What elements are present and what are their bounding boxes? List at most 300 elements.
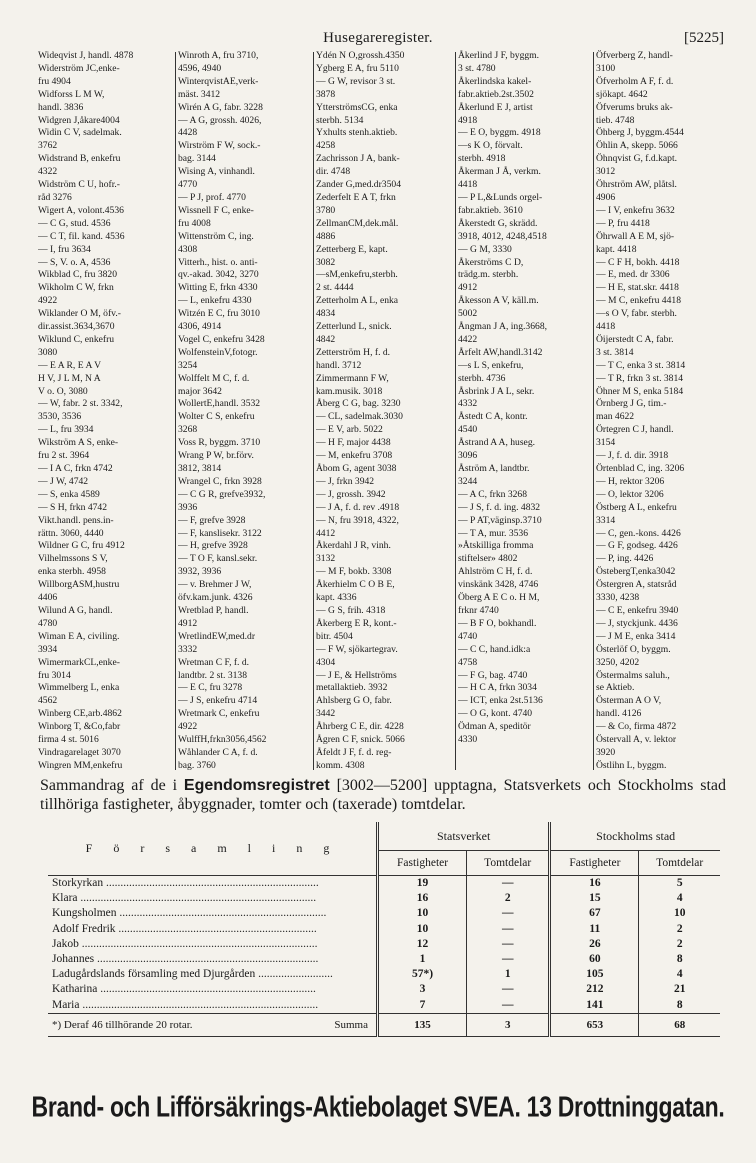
register-entry: Öhberg J, byggm.4544	[596, 127, 684, 139]
register-entry: Zachrisson J A, bank-	[316, 153, 400, 165]
register-entry: Winroth A, fru 3710,	[178, 50, 259, 61]
register-entry: Åkerlind J F, byggm.	[458, 50, 540, 61]
register-entry: qv.-akad. 3042, 3270	[178, 269, 259, 281]
register-entry: fabr.aktieb. 3610	[458, 204, 523, 216]
register-entry: 3 st. 4780	[458, 62, 496, 74]
register-entry: 3920	[596, 746, 616, 758]
register-entry: 3936	[178, 501, 198, 513]
register-entry: — G M, 3330	[458, 243, 512, 255]
register-entry: major 3642	[178, 385, 222, 397]
register-entry: 4308	[178, 243, 198, 255]
register-entry: — J M E, enka 3414	[596, 630, 676, 642]
register-entry: ZellmanCM,dek.mål.	[316, 217, 399, 229]
register-entry: — P L,&Lunds orgel-	[458, 191, 543, 203]
register-entry: bag. 3760	[178, 759, 216, 771]
register-entry: Wolffelt M C, f. d.	[178, 372, 250, 384]
register-entry: 3012	[596, 166, 616, 178]
register-entry: 3314	[596, 514, 616, 526]
register-entry: — M C, enkefru 4418	[596, 295, 681, 307]
state-fastigheter: 3	[378, 982, 467, 997]
register-entry: Wildner G C, fru 4912	[38, 540, 125, 552]
city-tomtdelar: 8	[639, 952, 720, 967]
register-entry: — E O, byggm. 4918	[458, 127, 541, 139]
city-fastigheter: 16	[550, 876, 639, 892]
register-entry: Åstrand A A, huseg.	[458, 437, 536, 449]
summary-post: [3002—5200] upptagna, Statsverkets och Stockholms stad tillhöriga fastigheter, åbyggnader, tomter och (taxerade) tomtdelar.	[40, 777, 726, 813]
register-entry: Östergren A, statsråd	[596, 579, 677, 591]
register-entry: 4258	[316, 140, 336, 152]
register-entry: — J W, 4742	[38, 475, 89, 487]
column-rule	[593, 52, 594, 770]
register-entry: 3932, 3936	[178, 566, 222, 578]
register-entry: Wretblad P, handl.	[178, 604, 249, 616]
register-entry: — H, rektor 3206	[596, 475, 665, 487]
register-entry: Widgren J,åkare4004	[38, 114, 120, 126]
register-entry: 3812, 3814	[178, 463, 222, 474]
register-entry: — T R, frkn 3 st. 3814	[596, 372, 684, 384]
register-entry: 4834	[316, 308, 336, 320]
register-entry: landtbr. 2 st. 3138	[178, 669, 248, 681]
col-forsamling: F ö r s a m l i n g	[48, 822, 378, 876]
register-entry: — E, med. dr 3306	[596, 269, 670, 281]
register-entry: 4406	[38, 592, 58, 604]
register-entry: 3530, 3536	[38, 411, 82, 423]
register-entry: — ICT, enka 2st.5136	[458, 695, 543, 707]
register-entry: — G S, frih. 4318	[316, 604, 386, 616]
register-entry: — CL, sadelmak.3030	[316, 411, 403, 423]
register-entry: Östberg A L, enkefru	[596, 501, 677, 513]
register-entry: — C G, stud. 4536	[38, 217, 111, 229]
register-entry: sterbh. 5134	[316, 114, 364, 126]
register-entry: — v. Brehmer J W,	[178, 579, 252, 591]
register-entry: 5002	[458, 308, 478, 320]
register-entry: enka sterbh. 4958	[38, 566, 106, 578]
parish-name: Katharina ...........................................................................	[52, 983, 316, 996]
register-entry: Vilhelmssons S V,	[38, 553, 108, 565]
register-entry: Zetterström H, f. d.	[316, 346, 391, 358]
register-entry: 4758	[458, 656, 478, 668]
state-fastigheter: 12	[378, 937, 467, 952]
register-entry: Österman A O V,	[596, 695, 662, 707]
col-city-fastigheter: Fastigheter	[550, 851, 639, 876]
register-entry: Öfverums bruks ak-	[596, 101, 673, 113]
register-entry: Wikblad C, fru 3820	[38, 269, 118, 281]
register-entry: — M F, bokb. 3308	[316, 566, 392, 578]
city-fastigheter: 26	[550, 937, 639, 952]
register-entry: — M, enkefru 3708	[316, 450, 393, 462]
register-entry: — J E, & Hellströms	[316, 669, 397, 681]
register-entry: — H C A, frkn 3034	[458, 682, 537, 694]
register-entry: Zederfelt E A T, frkn	[316, 191, 396, 203]
register-entry: — A G, grossh. 4026,	[178, 114, 262, 126]
register-entry: tieb. 4748	[596, 114, 635, 126]
register-entry: 3934	[38, 643, 58, 655]
register-entry: 4780	[38, 617, 58, 629]
register-entry: — C F H, bokh. 4418	[596, 256, 680, 268]
register-entry: Åberg C G, bag. 3230	[316, 398, 401, 410]
register-entry: 4306, 4914	[178, 321, 222, 333]
register-entry: Wikström A S, enke-	[38, 437, 119, 449]
register-entry: frknr 4740	[458, 604, 499, 616]
city-tomtdelar: 10	[639, 906, 720, 921]
city-tomtdelar: 4	[639, 967, 720, 982]
register-entry: Åkerlindska kakel-	[458, 75, 532, 87]
city-tomtdelar: 21	[639, 982, 720, 997]
register-entry: Vikt.handl. pens.in-	[38, 514, 114, 526]
total-state-fastigheter: 135	[378, 1013, 467, 1036]
register-entry: 4886	[316, 230, 336, 242]
register-entry: — N, fru 3918, 4322,	[316, 514, 399, 526]
parish-name: Jakob ..................................................................................	[52, 937, 318, 950]
register-entry: Ygberg E A, fru 5110	[316, 62, 399, 74]
register-entry: rättn. 3060, 4440	[38, 527, 104, 539]
table-row	[48, 906, 720, 921]
register-entry: Åkerhielm C O B E,	[316, 579, 395, 591]
city-fastigheter: 141	[550, 998, 639, 1014]
register-entry: — J, f. d. dir. 3918	[596, 450, 669, 462]
register-entry: Öfverholm A F, f. d.	[596, 75, 674, 87]
summary-bold: Egendomsregistret	[183, 777, 330, 794]
register-entry: Wissnell F C, enke-	[178, 204, 254, 216]
register-entry: Östlihn L, byggm.	[596, 759, 667, 771]
register-entry: — F G, bag. 4740	[458, 669, 528, 681]
register-entry: kapt. 4418	[596, 243, 637, 255]
register-entry: 4428	[178, 127, 198, 139]
register-entry: Vitterh., hist. o. anti-	[178, 256, 258, 268]
state-fastigheter: 19	[378, 876, 467, 892]
register-entry: Ågren C F, snick. 5066	[316, 734, 405, 746]
city-tomtdelar: 4	[639, 891, 720, 906]
register-entry: Ångman J A, ing.3668,	[458, 321, 548, 333]
register-entry: YtterströmsCG, enka	[316, 101, 398, 113]
register-entry: Wilund A G, handl.	[38, 604, 113, 616]
register-entry: Wirström F W, sock.-	[178, 140, 261, 152]
register-entry: — J A, f. d. rev .4918	[316, 501, 400, 513]
register-entry: 3100	[596, 62, 616, 74]
register-column-3	[316, 50, 454, 772]
state-tomtdelar: 2	[467, 891, 550, 906]
summary-heading	[40, 776, 726, 814]
register-entry: — F, grefve 3928	[178, 514, 246, 526]
register-entry: Örtegren C J, handl.	[596, 424, 674, 436]
register-entry: ÖstebergT,enka3042	[596, 566, 676, 578]
state-fastigheter: 7	[378, 998, 467, 1014]
register-entry: Wingren MM,enkefru	[38, 759, 123, 771]
register-entry: — C E, enkefru 3940	[596, 604, 679, 616]
register-entry: 3244	[458, 475, 478, 487]
register-entry: Wrangel C, frkn 3928	[178, 475, 262, 487]
register-entry: WretlindEW,med.dr	[178, 630, 256, 642]
register-entry: sterbh. 4736	[458, 372, 506, 384]
register-column-2	[178, 50, 312, 772]
register-entry: — C T, fil. kand. 4536	[38, 230, 125, 242]
register-entry: — T A, mur. 3536	[458, 527, 529, 539]
register-entry: 4912	[178, 617, 198, 629]
register-entry: — A C, frkn 3268	[458, 488, 528, 500]
register-entry: — J, grossh. 3942	[316, 488, 386, 500]
register-entry: fru 2 st. 3964	[38, 450, 90, 462]
register-entry: 3332	[178, 643, 198, 655]
city-fastigheter: 15	[550, 891, 639, 906]
register-entry: Ahlsberg G O, fabr.	[316, 695, 392, 707]
register-entry: Öberg A E C o. H M,	[458, 592, 540, 604]
register-entry: — W, fabr. 2 st. 3342,	[38, 398, 123, 410]
register-entry: — I A C, frkn 4742	[38, 463, 113, 474]
summa-label: Summa	[334, 1018, 368, 1031]
register-entry: 3330, 4238	[596, 592, 640, 604]
register-entry: — C C, hand.idk:a	[458, 643, 531, 655]
table-row	[48, 876, 720, 892]
register-entry: Wiman E A, civiling.	[38, 630, 120, 642]
table-row	[48, 922, 720, 937]
register-entry: sjökapt. 4642	[596, 88, 648, 100]
register-entry: Witzén E C, fru 3010	[178, 308, 260, 320]
register-entry: Wigert A, volont.4536	[38, 204, 124, 216]
register-entry: Zander G,med.dr3504	[316, 179, 401, 191]
register-entry: Åkesson A V, käll.m.	[458, 295, 539, 307]
register-entry: 4922	[38, 295, 58, 307]
register-entry: Åbom G, agent 3038	[316, 463, 397, 474]
register-entry: V o. O, 3080	[38, 385, 88, 397]
register-entry: 3132	[316, 553, 336, 565]
city-fastigheter: 11	[550, 922, 639, 937]
state-fastigheter: 1	[378, 952, 467, 967]
register-entry: Wrang P W, br.förv.	[178, 450, 254, 462]
parish-name: Adolf Fredrik .....................................................................	[52, 922, 317, 935]
register-entry: Öfverberg Z, handl-	[596, 50, 673, 61]
register-entry: 4596, 4940	[178, 62, 222, 74]
register-entry: WolfensteinV,fotogr.	[178, 346, 258, 358]
col-group-state: Statsverket	[378, 822, 550, 851]
register-entry: Wising A, vinhandl.	[178, 166, 255, 178]
register-entry: kam.musik. 3018	[316, 385, 383, 397]
page-title: Husegareregister.	[323, 30, 433, 46]
register-entry: 4740	[458, 630, 478, 642]
register-entry: Åkerstedt G, skrädd.	[458, 217, 538, 229]
register-entry: man 4622	[596, 411, 635, 423]
register-entry: Winborg T, &Co,fabr	[38, 721, 121, 733]
parish-name: Kungsholmen ........................................................................	[52, 907, 327, 920]
register-entry: 3878	[316, 88, 336, 100]
register-entry: Ydén N O,grossh.4350	[316, 50, 405, 61]
state-tomtdelar: —	[467, 876, 550, 892]
register-entry: WollertE,handl. 3532	[178, 398, 261, 410]
register-entry: 4918	[458, 114, 478, 126]
register-entry: WimermarkCL,enke-	[38, 656, 120, 668]
register-entry: se Aktieb.	[596, 682, 635, 694]
register-entry: 4540	[458, 424, 478, 436]
register-entry: 3250, 4202	[596, 656, 640, 668]
register-entry: Widforss L M W,	[38, 88, 105, 100]
register-entry: Ahlström C H, f. d.	[458, 566, 533, 578]
register-entry: trädg.m. sterbh.	[458, 269, 519, 281]
state-tomtdelar: —	[467, 982, 550, 997]
state-fastigheter: 57*)	[378, 967, 467, 982]
register-entry: Åkerlund E J, artist	[458, 101, 533, 113]
register-entry: — F, kanslisekr. 3122	[178, 527, 262, 539]
total-state-tomtdelar: 3	[467, 1013, 550, 1036]
register-entry: 3442	[316, 708, 336, 720]
register-entry: Åhrberg C E, dir. 4228	[316, 721, 404, 733]
register-entry: — I V, enkefru 3632	[596, 204, 675, 216]
register-column-4	[458, 50, 592, 772]
register-entry: — B F O, bokhandl.	[458, 617, 537, 629]
register-entry: — P, ing. 4426	[596, 553, 654, 565]
footnote: *) Deraf 46 tillhörande 20 rotar.	[52, 1018, 193, 1031]
register-entry: Vindragarelaget 3070	[38, 746, 121, 758]
advertisement: Brand- och Lifförsäkrings-Aktiebolaget SVEA. 13 Drottninggatan.	[31, 1090, 725, 1123]
register-entry: 2 st. 4444	[316, 282, 354, 294]
register-entry: sterbh. 4918	[458, 153, 506, 165]
col-city-tomtdelar: Tomtdelar	[639, 851, 720, 876]
register-entry: firma 4 st. 5016	[38, 734, 99, 746]
register-entry: —s K O, förvalt.	[458, 140, 523, 152]
register-entry: 3 st. 3814	[596, 346, 634, 358]
register-entry: — I, fru 3634	[38, 243, 91, 255]
register-entry: — L, enkefru 4330	[178, 295, 252, 307]
parish-name: Klara ..................................................................................	[52, 892, 317, 905]
register-entry: Wretmark C, enkefru	[178, 708, 260, 720]
register-entry: — C G R, grefve3932,	[178, 488, 266, 500]
register-entry: Öhrström AW, plåtsl.	[596, 179, 677, 191]
register-entry: — T C, enka 3 st. 3814	[596, 359, 686, 371]
state-tomtdelar: 1	[467, 967, 550, 982]
parish-name: Ladugårdslands församling med Djurgården ..........................	[52, 968, 333, 981]
register-entry: Wiklander O M, öfv.-	[38, 308, 121, 320]
register-entry: 4770	[178, 179, 198, 191]
register-entry: bitr. 4504	[316, 630, 353, 642]
register-entry: Wirén A G, fabr. 3228	[178, 101, 263, 113]
register-entry: Östervall A, v. lektor	[596, 734, 677, 746]
register-entry: — E C, fru 3278	[178, 682, 243, 694]
city-tomtdelar: 2	[639, 937, 720, 952]
register-entry: 4322	[38, 166, 58, 178]
register-entry: — J S, f. d. ing. 4832	[458, 501, 541, 513]
register-entry: Wideqvist J, handl. 4878	[38, 50, 134, 61]
parish-name: Storkyrkan ..........................................................................	[52, 877, 319, 889]
register-entry: 3254	[178, 359, 198, 371]
register-columns	[38, 50, 728, 772]
register-entry: Öhner M S, enka 5184	[596, 385, 684, 397]
register-entry: »Åtskilliga fromma	[458, 540, 534, 552]
register-entry: —s L S, enkefru,	[458, 359, 524, 371]
register-entry: kapt. 4336	[316, 592, 357, 604]
register-entry: Wimmelberg L, enka	[38, 682, 120, 694]
state-tomtdelar: —	[467, 998, 550, 1014]
col-state-fastigheter: Fastigheter	[378, 851, 467, 876]
register-entry: — J S, enkefru 4714	[178, 695, 258, 707]
state-fastigheter: 10	[378, 906, 467, 921]
register-entry: Wiklund C, enkefru	[38, 333, 115, 345]
register-entry: Wretman C F, f. d.	[178, 656, 250, 668]
register-column-5	[596, 50, 728, 772]
register-entry: Åstedt C A, kontr.	[458, 411, 528, 423]
register-entry: — F W, sjökartegrav.	[316, 643, 398, 655]
register-entry: Zimmermann F W,	[316, 372, 389, 384]
register-entry: — C, gen.-kons. 4426	[596, 527, 681, 539]
register-entry: 3082	[316, 256, 336, 268]
register-entry: Årfelt AW,handl.3142	[458, 346, 543, 358]
register-entry: 4418	[458, 179, 478, 191]
total-city-fastigheter: 653	[550, 1013, 639, 1036]
register-entry: Wittenström C, ing.	[178, 230, 254, 242]
register-entry: — J, styckjunk. 4436	[596, 617, 678, 629]
total-city-tomtdelar: 68	[639, 1013, 720, 1036]
register-entry: öfv.kam.junk. 4326	[178, 592, 253, 604]
state-tomtdelar: —	[467, 937, 550, 952]
register-entry: 4912	[458, 282, 478, 294]
register-entry: — & Co, firma 4872	[596, 721, 677, 733]
register-entry: 3268	[178, 424, 198, 436]
register-entry: råd 3276	[38, 191, 72, 203]
register-entry: Åfeldt J F, f. d. reg-	[316, 746, 392, 758]
register-entry: 4304	[316, 656, 336, 668]
register-entry: Örnberg J G, tim.-	[596, 398, 667, 410]
register-entry: 3762	[38, 140, 58, 152]
state-fastigheter: 10	[378, 922, 467, 937]
register-entry: Widin C V, sadelmak.	[38, 127, 122, 139]
register-entry: — H E, stat.skr. 4418	[596, 282, 679, 294]
register-entry: — P J, prof. 4770	[178, 191, 246, 203]
summary-pre: Sammandrag af de i	[40, 777, 184, 794]
city-tomtdelar: 8	[639, 998, 720, 1014]
city-fastigheter: 105	[550, 967, 639, 982]
parish-name: Johannes .............................................................................	[52, 953, 319, 966]
city-tomtdelar: 5	[639, 876, 720, 892]
register-entry: — G F, godseg. 4426	[596, 540, 678, 552]
register-entry: fabr.aktieb.2st.3502	[458, 88, 534, 100]
register-entry: WinterqvistAE,verk-	[178, 75, 259, 87]
state-tomtdelar: —	[467, 906, 550, 921]
register-entry: — H, grefve 3928	[178, 540, 248, 552]
register-entry: vinskänk 3428, 4746	[458, 579, 539, 591]
register-entry: Zetterberg E, kapt.	[316, 243, 388, 255]
register-entry: Åsbrink J A L, sekr.	[458, 385, 535, 397]
city-fastigheter: 60	[550, 952, 639, 967]
register-entry: — O G, kont. 4740	[458, 708, 533, 720]
register-entry: 4330	[458, 734, 478, 746]
register-entry: Witting E, frkn 4330	[178, 282, 258, 294]
register-column-1	[38, 50, 174, 772]
register-entry: Österlöf O, byggm.	[596, 643, 671, 655]
register-entry: — S, enka 4589	[38, 488, 100, 500]
register-entry: 4422	[458, 333, 478, 345]
register-entry: 3918, 4012, 4248,4518	[458, 230, 547, 242]
register-entry: Yxhults stenh.aktieb.	[316, 127, 398, 139]
register-entry: 3154	[596, 437, 616, 449]
column-rule	[175, 52, 176, 770]
table-row	[48, 952, 720, 967]
col-group-city: Stockholms stad	[550, 822, 720, 851]
register-entry: WillborgASM,hustru	[38, 579, 120, 591]
register-entry: — E A R, E A V	[38, 359, 101, 371]
city-fastigheter: 212	[550, 982, 639, 997]
register-entry: dir. 4748	[316, 166, 351, 178]
register-entry: Wolter C S, enkefru	[178, 411, 255, 423]
register-entry: 4332	[458, 398, 478, 410]
register-entry: handl. 3712	[316, 359, 362, 371]
register-entry: — P, fru 4418	[596, 217, 650, 229]
register-entry: handl. 4126	[596, 708, 642, 720]
register-entry: — T O F, kansl.sekr.	[178, 553, 258, 565]
register-entry: Zetterholm A L, enka	[316, 295, 399, 307]
register-entry: stiftelser» 4802	[458, 553, 518, 565]
register-entry: Öijerstedt C A, fabr.	[596, 333, 674, 345]
register-entry: — J, frkn 3942	[316, 475, 375, 487]
register-entry: 4922	[178, 721, 198, 733]
register-entry: Åkerströms C D,	[458, 256, 524, 268]
city-fastigheter: 67	[550, 906, 639, 921]
